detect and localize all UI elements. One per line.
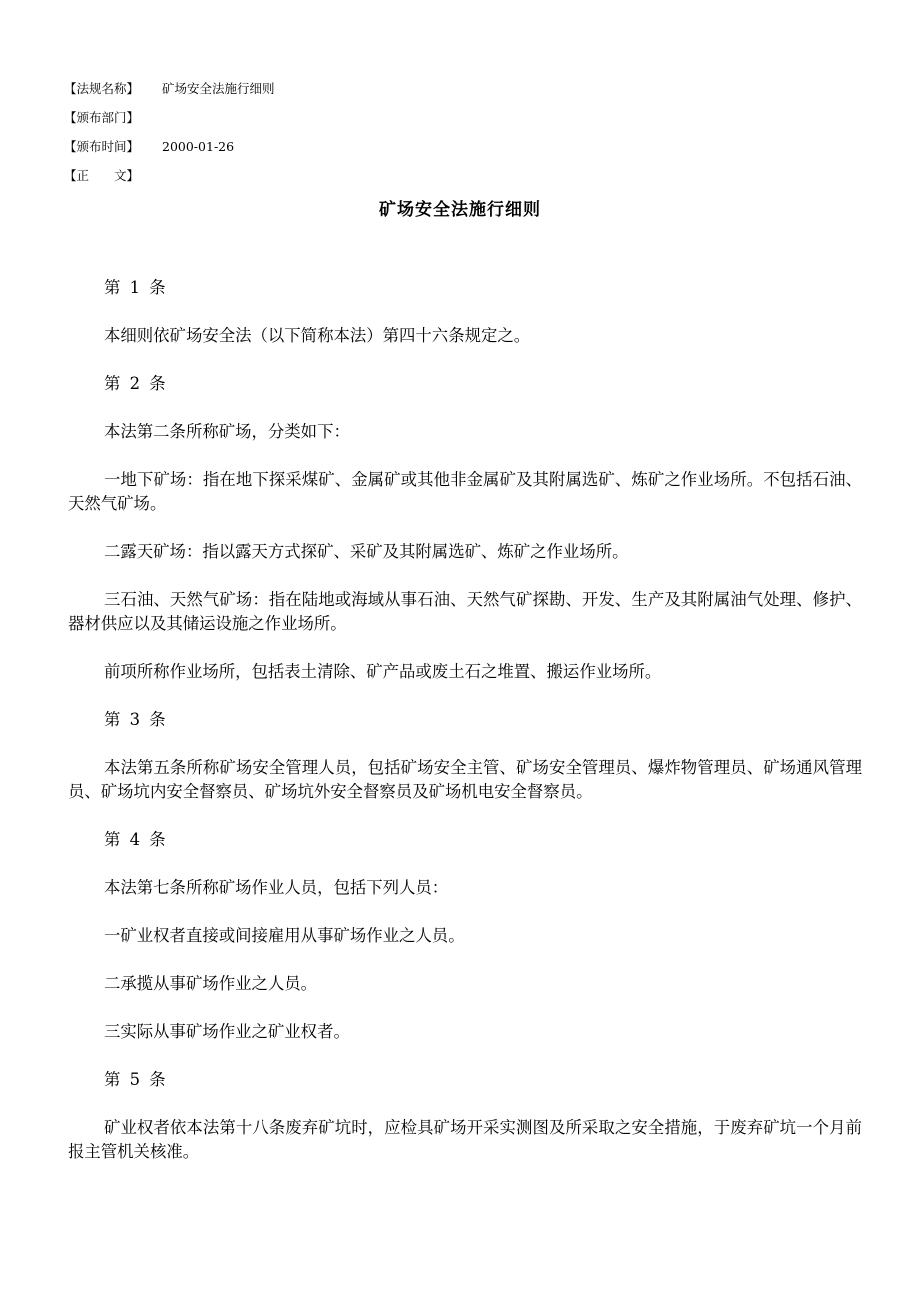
article-paragraph: 三实际从事矿场作业之矿业权者。 — [104, 1022, 350, 1041]
article-paragraph: 二承揽从事矿场作业之人员。 — [104, 974, 318, 993]
regulation-name-value: 矿场安全法施行细则 — [162, 81, 275, 96]
document-metadata — [64, 74, 275, 190]
regulation-name-label: 【法规名称】 — [64, 81, 140, 96]
article-heading: 第 2 条 — [104, 374, 168, 393]
issue-date-label: 【颁布时间】 — [64, 139, 140, 154]
issue-date-value: 2000-01-26 — [162, 139, 235, 154]
article-heading: 第 1 条 — [104, 278, 168, 297]
main-text-label: 【正 文】 — [64, 168, 140, 183]
article-paragraph: 三石油、天然气矿场：指在陆地或海域从事石油、天然气矿探勘、开发、生产及其附属油气处理、修护、器材供应以及其储运设施之作业场所。 — [68, 590, 862, 633]
article-paragraph: 一地下矿场：指在地下探采煤矿、金属矿或其他非金属矿及其附属选矿、炼矿之作业场所。不包括石油、天然气矿场。 — [68, 470, 862, 513]
article-paragraph: 矿业权者依本法第十八条废弃矿坑时，应检具矿场开采实测图及所采取之安全措施，于废弃矿坑一个月前报主管机关核准。 — [68, 1118, 862, 1161]
meta-row-department — [64, 103, 275, 132]
document-title: 矿场安全法施行细则 — [379, 200, 541, 220]
article-paragraph: 本法第七条所称矿场作业人员，包括下列人员： — [104, 878, 449, 897]
meta-row-date — [64, 132, 275, 161]
document-body — [68, 276, 862, 1188]
article-heading: 第 4 条 — [104, 830, 168, 849]
article-paragraph: 前项所称作业场所，包括表土清除、矿产品或废土石之堆置、搬运作业场所。 — [104, 662, 662, 681]
issuing-department-label: 【颁布部门】 — [64, 110, 140, 125]
article-heading: 第 5 条 — [104, 1070, 168, 1089]
article-paragraph: 本法第五条所称矿场安全管理人员，包括矿场安全主管、矿场安全管理员、爆炸物管理员、矿场通风管理员、矿场坑内安全督察员、矿场坑外安全督察员及矿场机电安全督察员。 — [68, 758, 862, 801]
meta-row-name — [64, 74, 275, 103]
article-paragraph: 本法第二条所称矿场，分类如下： — [104, 422, 350, 441]
article-heading: 第 3 条 — [104, 710, 168, 729]
article-paragraph: 一矿业权者直接或间接雇用从事矿场作业之人员。 — [104, 926, 465, 945]
meta-row-text — [64, 161, 275, 190]
article-paragraph: 本细则依矿场安全法（以下简称本法）第四十六条规定之。 — [104, 326, 531, 345]
article-paragraph: 二露天矿场：指以露天方式探矿、采矿及其附属选矿、炼矿之作业场所。 — [104, 542, 629, 561]
